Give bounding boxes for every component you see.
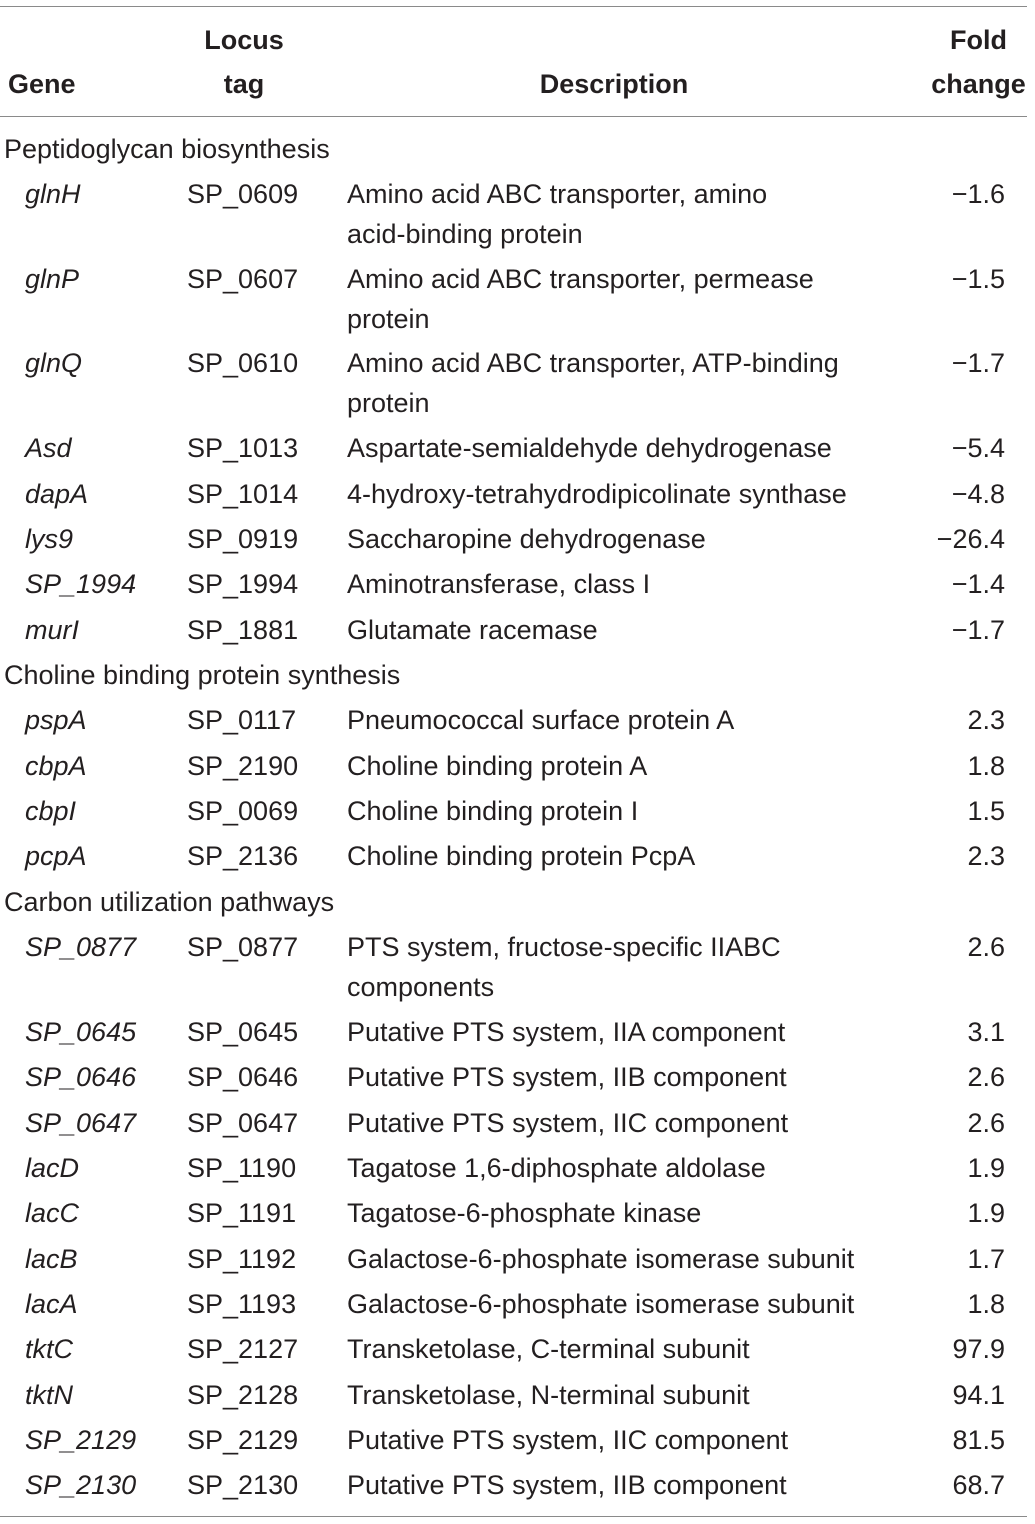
description-line: Putative PTS system, IIC component (347, 1425, 789, 1455)
description-line: Putative PTS system, IIA component (347, 1017, 786, 1047)
gene-cell: SP_2129 (25, 1425, 137, 1455)
description-cell (347, 927, 907, 1007)
locus-tag-cell: SP_1192 (187, 1244, 297, 1274)
gene-cell: cbpI (25, 796, 77, 826)
description-line: Glutamate racemase (347, 615, 598, 645)
description-line: Putative PTS system, IIB component (347, 1062, 787, 1092)
locus-tag-cell: SP_2129 (187, 1425, 299, 1455)
fold-change-cell: 2.6 (967, 1062, 1005, 1092)
description-cell (347, 1103, 907, 1143)
fold-change-cell: 2.6 (967, 932, 1005, 962)
fold-change-cell: 97.9 (952, 1334, 1005, 1364)
locus-tag-cell: SP_2190 (187, 751, 299, 781)
gene-cell: murI (25, 615, 79, 645)
locus-tag-cell: SP_1881 (187, 615, 299, 645)
fold-change-cell: 68.7 (952, 1470, 1005, 1500)
locus-tag-cell: SP_0069 (187, 796, 299, 826)
header-fold-line2: change (931, 69, 1026, 99)
description-cell (347, 343, 907, 423)
gene-cell: glnH (25, 179, 81, 209)
description-cell (347, 700, 907, 740)
gene-cell: glnQ (25, 348, 83, 378)
gene-cell: pcpA (25, 841, 87, 871)
gene-cell: SP_0647 (25, 1108, 137, 1138)
bottom-rule (0, 1516, 1027, 1517)
header-fold-change (922, 18, 1035, 106)
header-rule (0, 116, 1027, 117)
header-locus-line1: Locus (204, 25, 284, 55)
locus-tag-cell: SP_2128 (187, 1380, 299, 1410)
locus-tag-cell: SP_1191 (187, 1198, 297, 1228)
description-line: protein (347, 388, 430, 418)
fold-change-cell: −1.5 (951, 264, 1005, 294)
description-line: Saccharopine dehydrogenase (347, 524, 706, 554)
section-title: Peptidoglycan biosynthesis (4, 134, 330, 164)
top-rule (0, 6, 1027, 7)
fold-change-cell: 1.9 (967, 1153, 1005, 1183)
description-line: Pneumococcal surface protein A (347, 705, 735, 735)
description-cell (347, 564, 907, 604)
header-locus-line2: tag (223, 69, 265, 99)
description-cell (347, 1148, 907, 1188)
header-fold-line1: Fold (950, 25, 1007, 55)
gene-cell: lacB (25, 1244, 78, 1274)
description-line: Aminotransferase, class I (347, 569, 651, 599)
description-cell (347, 746, 907, 786)
description-line: 4-hydroxy-tetrahydrodipicolinate synthase (347, 479, 847, 509)
description-line: Amino acid ABC transporter, amino (347, 179, 768, 209)
fold-change-cell: −1.6 (951, 179, 1005, 209)
description-cell (347, 174, 907, 254)
description-line: Tagatose-6-phosphate kinase (347, 1198, 702, 1228)
description-cell (347, 474, 907, 514)
fold-change-cell: −26.4 (936, 524, 1005, 554)
description-line: Putative PTS system, IIC component (347, 1108, 789, 1138)
fold-change-cell: 81.5 (952, 1425, 1005, 1455)
description-line: components (347, 972, 495, 1002)
description-cell (347, 791, 907, 831)
fold-change-cell: −1.7 (951, 348, 1005, 378)
description-line: Putative PTS system, IIB component (347, 1470, 787, 1500)
description-cell (347, 836, 907, 876)
header-description (346, 62, 882, 106)
gene-cell: SP_1994 (25, 569, 137, 599)
description-cell (347, 1239, 907, 1279)
description-cell (347, 1193, 907, 1233)
header-gene-label: Gene (8, 69, 76, 99)
gene-cell: SP_0645 (25, 1017, 137, 1047)
gene-cell: lys9 (25, 524, 74, 554)
description-line: Galactose-6-phosphate isomerase subunit (347, 1244, 855, 1274)
description-line: Choline binding protein A (347, 751, 648, 781)
locus-tag-cell: SP_1994 (187, 569, 299, 599)
fold-change-cell: 1.7 (967, 1244, 1005, 1274)
description-cell (347, 519, 907, 559)
locus-tag-cell: SP_2127 (187, 1334, 299, 1364)
description-cell (347, 1420, 907, 1460)
description-line: Choline binding protein PcpA (347, 841, 696, 871)
locus-tag-cell: SP_0647 (187, 1108, 299, 1138)
description-line: Tagatose 1,6-diphosphate aldolase (347, 1153, 766, 1183)
gene-cell: glnP (25, 264, 80, 294)
fold-change-cell: −4.8 (951, 479, 1005, 509)
header-locus-tag (183, 18, 305, 106)
description-cell (347, 610, 907, 650)
gene-cell: pspA (25, 705, 87, 735)
locus-tag-cell: SP_0646 (187, 1062, 299, 1092)
description-cell (347, 1284, 907, 1324)
locus-tag-cell: SP_0877 (187, 932, 299, 962)
fold-change-cell: −5.4 (951, 433, 1005, 463)
header-gene (8, 62, 76, 106)
gene-cell: lacC (25, 1198, 80, 1228)
description-cell (347, 428, 907, 468)
description-line: PTS system, fructose-specific IIABC (347, 932, 781, 962)
locus-tag-cell: SP_2130 (187, 1470, 299, 1500)
gene-cell: dapA (25, 479, 89, 509)
description-line: Amino acid ABC transporter, ATP-binding (347, 348, 839, 378)
fold-change-cell: −1.7 (951, 615, 1005, 645)
gene-cell: lacD (25, 1153, 80, 1183)
description-cell (347, 1057, 907, 1097)
locus-tag-cell: SP_2136 (187, 841, 299, 871)
fold-change-cell: 1.5 (967, 796, 1005, 826)
description-line: Choline binding protein I (347, 796, 639, 826)
gene-cell: tktN (25, 1380, 74, 1410)
description-line: protein (347, 304, 430, 334)
gene-cell: SP_0646 (25, 1062, 137, 1092)
gene-cell: Asd (25, 433, 72, 463)
locus-tag-cell: SP_1013 (187, 433, 299, 463)
description-cell (347, 1375, 907, 1415)
locus-tag-cell: SP_1190 (187, 1153, 297, 1183)
locus-tag-cell: SP_0610 (187, 348, 299, 378)
description-line: Transketolase, N-terminal subunit (347, 1380, 750, 1410)
section-title: Carbon utilization pathways (4, 887, 335, 917)
fold-change-cell: −1.4 (951, 569, 1005, 599)
locus-tag-cell: SP_0609 (187, 179, 299, 209)
locus-tag-cell: SP_1193 (187, 1289, 297, 1319)
header-description-label: Description (539, 69, 689, 99)
fold-change-cell: 2.3 (967, 841, 1005, 871)
fold-change-cell: 2.6 (967, 1108, 1005, 1138)
locus-tag-cell: SP_1014 (187, 479, 299, 509)
description-cell (347, 1465, 907, 1505)
description-line: Aspartate-semialdehyde dehydrogenase (347, 433, 832, 463)
fold-change-cell: 2.3 (967, 705, 1005, 735)
description-cell (347, 1012, 907, 1052)
gene-cell: SP_0877 (25, 932, 137, 962)
locus-tag-cell: SP_0919 (187, 524, 299, 554)
gene-cell: SP_2130 (25, 1470, 137, 1500)
description-line: Transketolase, C-terminal subunit (347, 1334, 750, 1364)
gene-cell: lacA (25, 1289, 78, 1319)
description-cell (347, 259, 907, 339)
description-cell (347, 1329, 907, 1369)
locus-tag-cell: SP_0645 (187, 1017, 299, 1047)
fold-change-cell: 3.1 (967, 1017, 1005, 1047)
description-line: Galactose-6-phosphate isomerase subunit (347, 1289, 855, 1319)
description-line: acid-binding protein (347, 219, 583, 249)
fold-change-cell: 94.1 (952, 1380, 1005, 1410)
gene-cell: cbpA (25, 751, 87, 781)
gene-cell: tktC (25, 1334, 74, 1364)
locus-tag-cell: SP_0117 (187, 705, 297, 735)
fold-change-cell: 1.9 (967, 1198, 1005, 1228)
locus-tag-cell: SP_0607 (187, 264, 299, 294)
section-title: Choline binding protein synthesis (4, 660, 401, 690)
fold-change-cell: 1.8 (967, 751, 1005, 781)
fold-change-cell: 1.8 (967, 1289, 1005, 1319)
description-line: Amino acid ABC transporter, permease (347, 264, 814, 294)
